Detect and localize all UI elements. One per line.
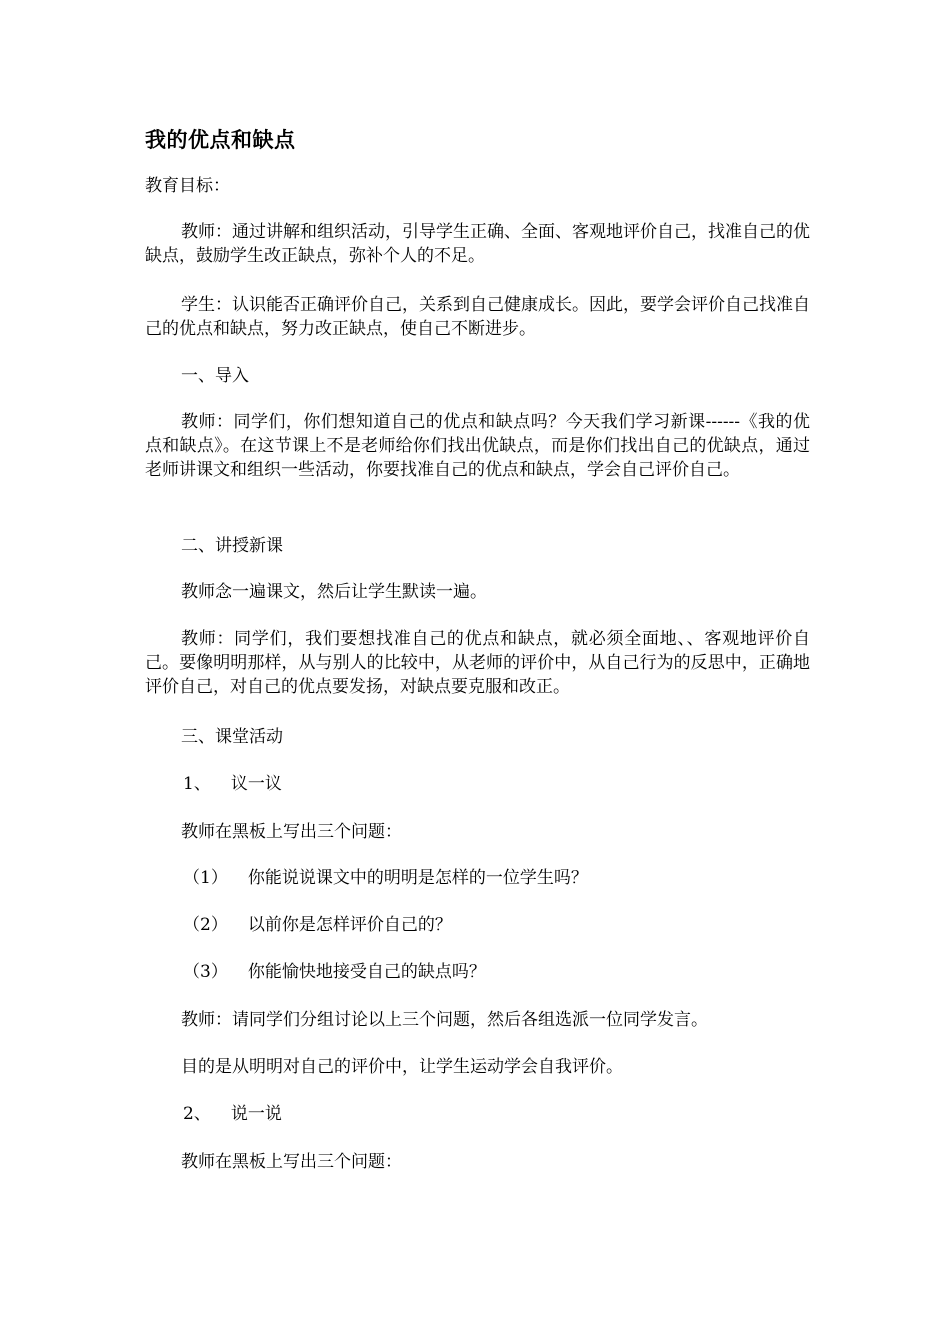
read-paragraph: 教师念一遍课文，然后让学生默读一遍。 xyxy=(181,582,487,602)
activity-2-label: 说一说 xyxy=(230,1104,282,1124)
page-title: 我的优点和缺点 xyxy=(145,127,296,152)
goal-heading: 教育目标： xyxy=(145,176,230,196)
question-number: （1） xyxy=(183,868,228,888)
activity-1-number: 1、 xyxy=(183,774,211,794)
board-text-2: 教师在黑板上写出三个问题： xyxy=(181,1152,402,1172)
question-text: 以前你是怎样评价自己的？ xyxy=(247,915,452,935)
section-lesson-heading: 二、讲授新课 xyxy=(181,536,283,556)
question-text: 你能说说课文中的明明是怎样的一位学生吗？ xyxy=(247,868,588,888)
activity-1-line xyxy=(183,772,282,796)
question-number: （2） xyxy=(183,915,228,935)
purpose-paragraph: 目的是从明明对自己的评价中，让学生运动学会自我评价。 xyxy=(181,1057,623,1077)
question-number: （3） xyxy=(183,962,228,982)
lesson-paragraph: 教师：同学们，我们要想找准自己的优点和缺点，就必须全面地、、客观地评价自己。要像明明那样，从与别人的比较中，从老师的评价中，从自己行为的反思中，正确地评价自己，对自己的优点要发扬，对缺点要克服和改正。 xyxy=(145,629,810,697)
question-1 xyxy=(183,866,588,890)
activity-2-number: 2、 xyxy=(183,1104,211,1124)
question-text: 你能愉快地接受自己的缺点吗？ xyxy=(247,962,486,982)
question-2 xyxy=(183,913,452,937)
question-3 xyxy=(183,960,486,984)
activity-1-label: 议一议 xyxy=(230,774,282,794)
section-activity-heading: 三、课堂活动 xyxy=(181,727,283,747)
intro-paragraph: 教师：同学们，你们想知道自己的优点和缺点吗？今天我们学习新课------《我的优点和缺点》。在这节课上不是老师给你们找出优缺点，而是你们找出自己的优缺点，通过老师讲课文和组织一些活动，你要找准自己的优点和缺点，学会自己评价自己。 xyxy=(145,412,810,480)
teacher-goal-paragraph: 教师：通过讲解和组织活动，引导学生正确、全面、客观地评价自己，找准自己的优缺点，鼓励学生改正缺点，弥补个人的不足。 xyxy=(145,222,810,266)
section-intro-heading: 一、导入 xyxy=(181,366,249,386)
student-goal-paragraph: 学生：认识能否正确评价自己，关系到自己健康成长。因此，要学会评价自己找准自己的优点和缺点，努力改正缺点，使自己不断进步。 xyxy=(145,295,810,339)
activity-2-line xyxy=(183,1102,282,1126)
discuss-paragraph: 教师：请同学们分组讨论以上三个问题，然后各组选派一位同学发言。 xyxy=(181,1010,708,1030)
board-text-1: 教师在黑板上写出三个问题： xyxy=(181,822,402,842)
